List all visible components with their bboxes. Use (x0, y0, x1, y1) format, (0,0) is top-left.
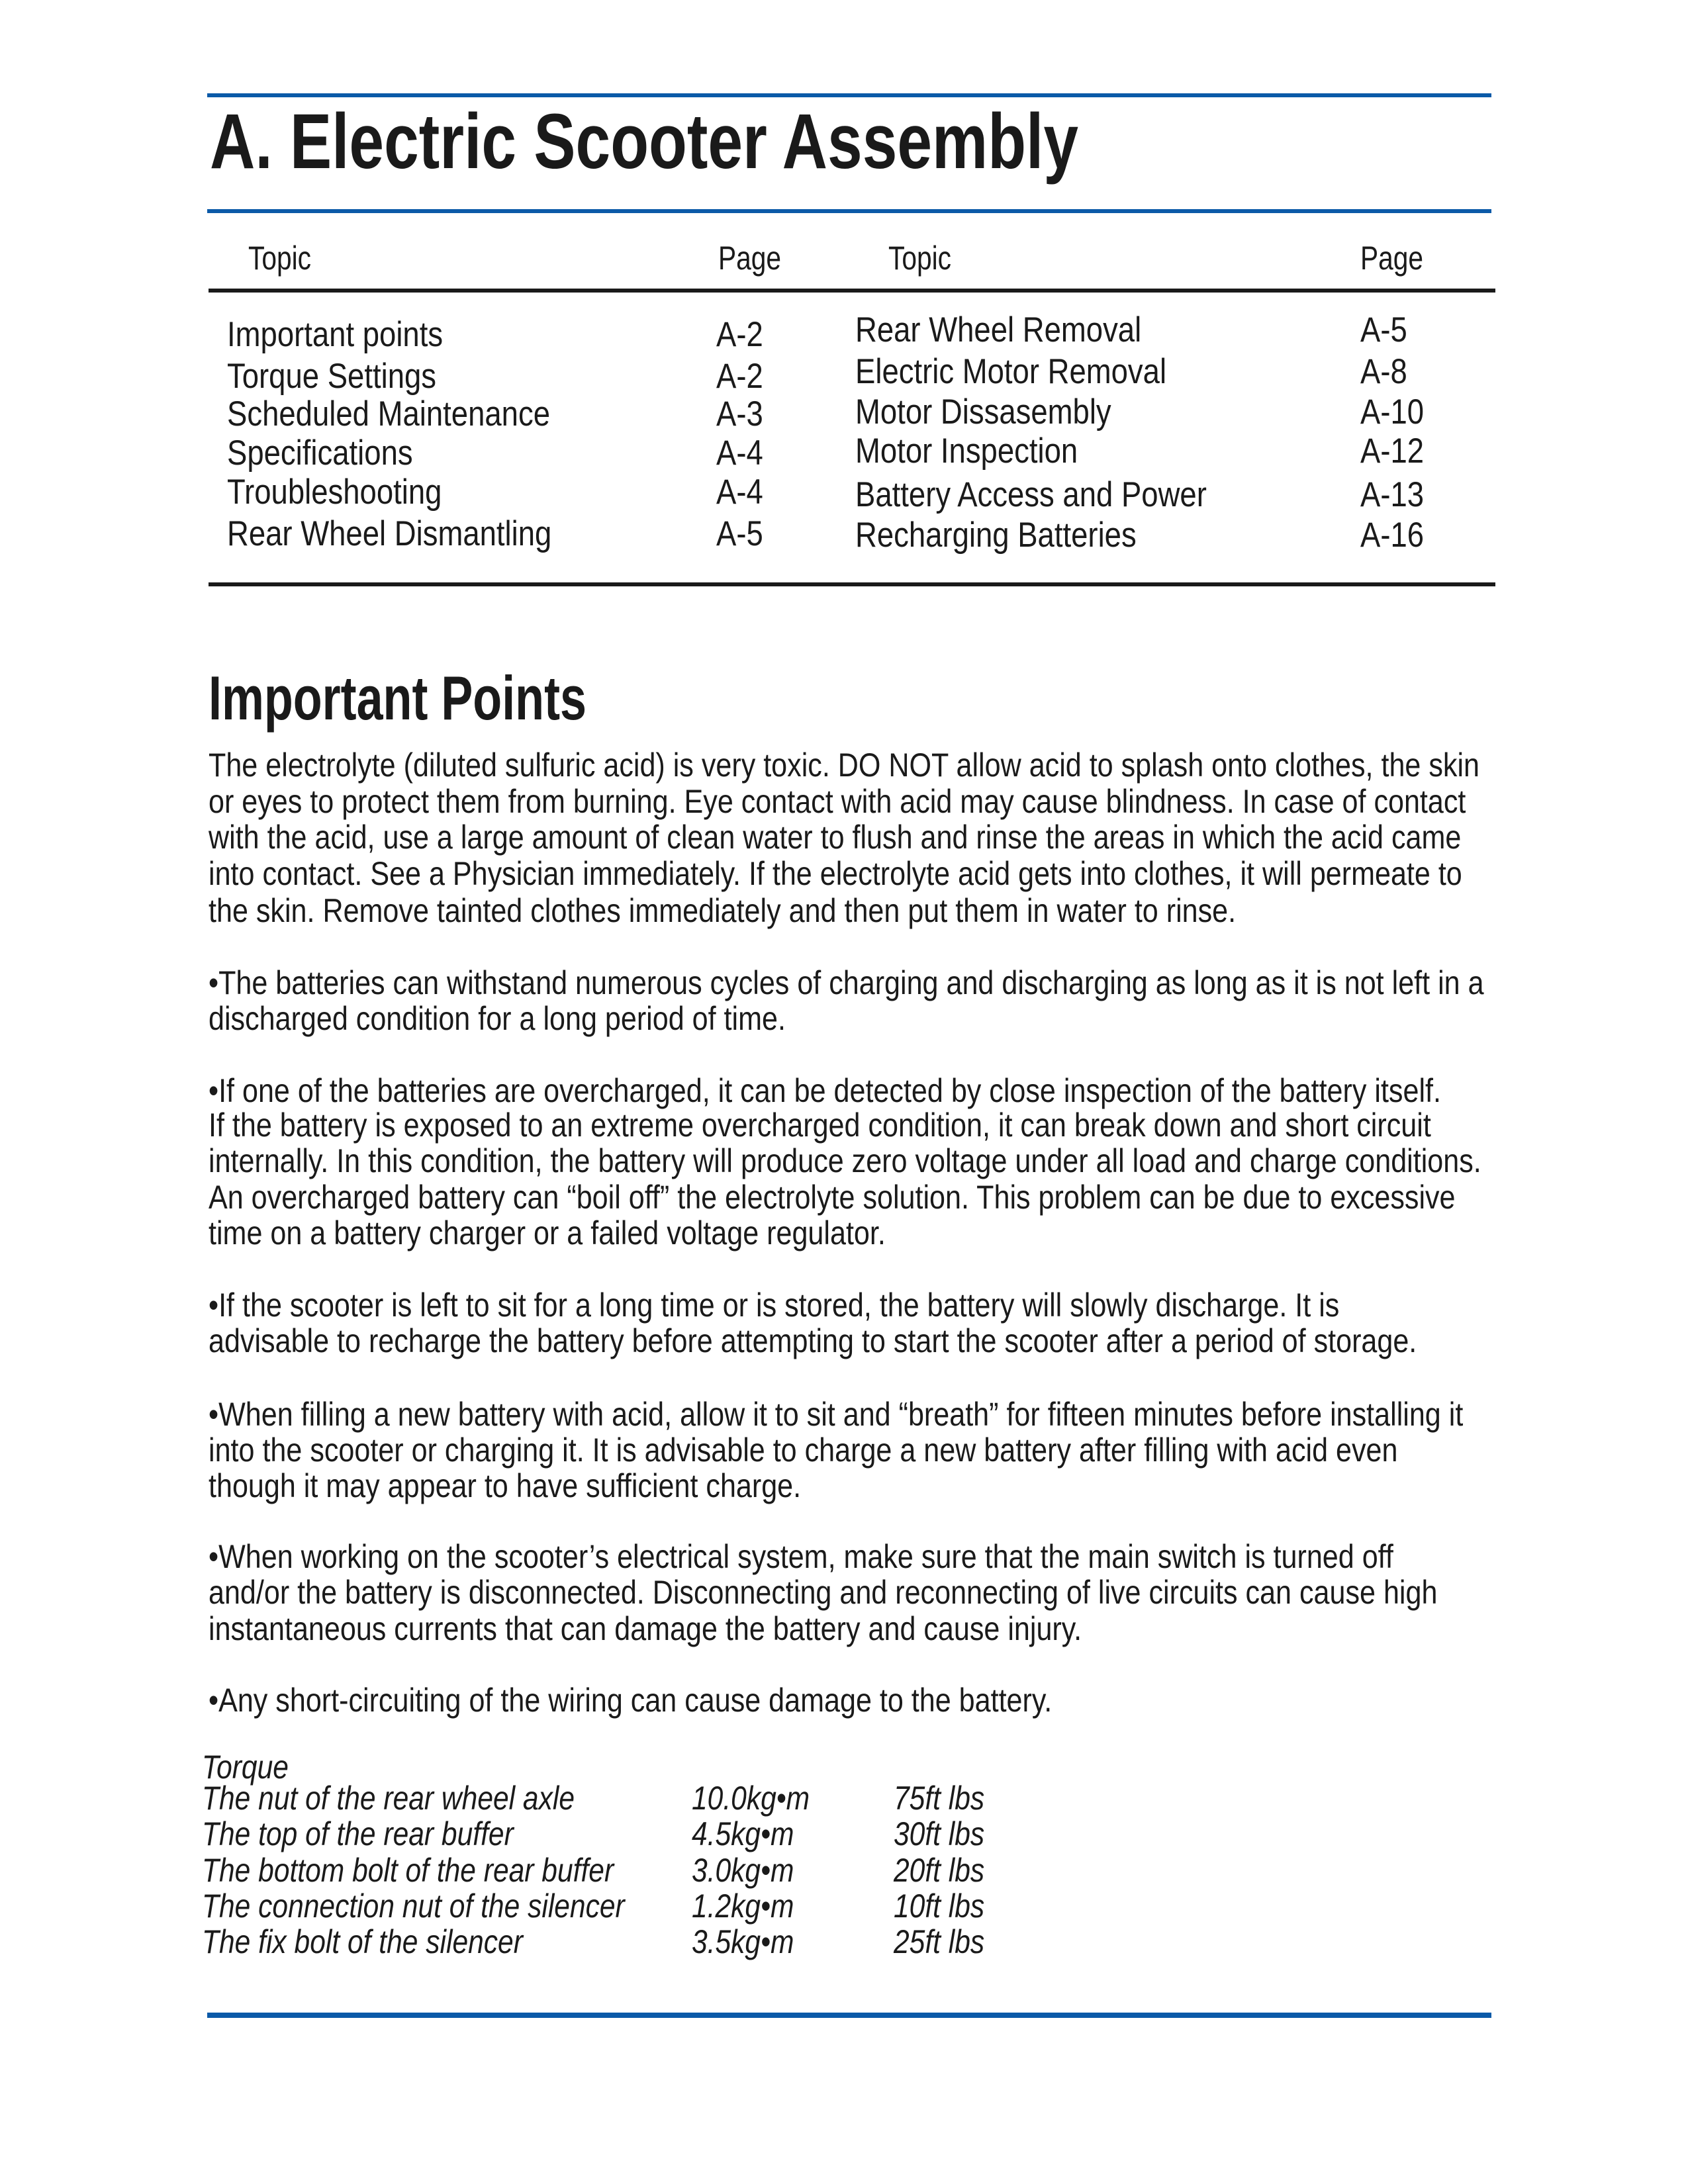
top-accent-rule (207, 93, 1491, 97)
torque-label: Torque (202, 1749, 289, 1786)
toc-header-topic-left: Topic (248, 240, 311, 277)
torque-metric: 4.5kg•m (692, 1815, 794, 1852)
paragraph-line: with the acid, use a large amount of clean water to flush and rinse the areas in which the acid came (209, 819, 1462, 856)
toc-topic: Troubleshooting (227, 473, 442, 512)
paragraph-line: The electrolyte (diluted sulfuric acid) is very toxic. DO NOT allow acid to splash onto clothes, the skin (209, 747, 1479, 784)
paragraph-line: •If the scooter is left to sit for a long time or is stored, the battery will slowly discharge. It is (209, 1287, 1340, 1324)
paragraph-line: into the scooter or charging it. It is advisable to charge a new battery after filling with acid even (209, 1432, 1398, 1469)
paragraph-line: time on a battery charger or a failed voltage regulator. (209, 1214, 886, 1251)
toc-topic: Rear Wheel Removal (855, 310, 1142, 349)
torque-metric: 3.5kg•m (692, 1923, 794, 1960)
paragraph-line: and/or the battery is disconnected. Disconnecting and reconnecting of live circuits can cause high (209, 1574, 1438, 1611)
paragraph-line: An overcharged battery can “boil off” the electrolyte solution. This problem can be due to excessive (209, 1179, 1456, 1216)
toc-header-topic-right: Topic (888, 240, 951, 277)
paragraph-line: •The batteries can withstand numerous cycles of charging and discharging as long as it is not left in a (209, 964, 1484, 1001)
torque-metric: 3.0kg•m (692, 1852, 794, 1889)
toc-header-page-right: Page (1360, 240, 1424, 277)
toc-topic: Important points (227, 315, 444, 354)
torque-imperial: 75ft lbs (894, 1780, 985, 1817)
torque-metric: 1.2kg•m (692, 1888, 794, 1925)
toc-page: A-8 (1360, 352, 1407, 391)
paragraph-line: discharged condition for a long period of time. (209, 1000, 786, 1037)
toc-topic: Torque Settings (227, 357, 437, 396)
toc-topic: Motor Inspection (855, 432, 1078, 471)
torque-part: The bottom bolt of the rear buffer (202, 1852, 614, 1889)
paragraph-line: or eyes to protect them from burning. Eye contact with acid may cause blindness. In case of contact (209, 783, 1466, 820)
toc-topic: Specifications (227, 433, 413, 473)
bottom-accent-rule (207, 2013, 1491, 2018)
toc-page: A-2 (716, 357, 763, 396)
torque-imperial: 10ft lbs (894, 1888, 985, 1925)
toc-page: A-5 (1360, 310, 1407, 349)
toc-page: A-4 (716, 473, 763, 512)
torque-part: The top of the rear buffer (202, 1815, 514, 1852)
paragraph-line: •If one of the batteries are overcharged, it can be detected by close inspection of the battery itself. (209, 1072, 1441, 1109)
torque-part: The fix bolt of the silencer (202, 1923, 523, 1960)
paragraph-line: the skin. Remove tainted clothes immediately and then put them in water to rinse. (209, 892, 1237, 929)
toc-header-page-left: Page (718, 240, 782, 277)
toc-page: A-2 (716, 315, 763, 354)
toc-page: A-3 (716, 394, 763, 433)
toc-page: A-12 (1360, 432, 1425, 471)
torque-part: The connection nut of the silencer (202, 1888, 625, 1925)
torque-part: The nut of the rear wheel axle (202, 1780, 575, 1817)
toc-topic: Motor Dissasembly (855, 392, 1111, 432)
torque-imperial: 25ft lbs (894, 1923, 985, 1960)
paragraph-line: •When filling a new battery with acid, allow it to sit and “breath” for fifteen minutes before installing it (209, 1396, 1464, 1433)
toc-topic: Rear Wheel Dismantling (227, 514, 552, 553)
paragraph-line: •Any short-circuiting of the wiring can cause damage to the battery. (209, 1682, 1053, 1719)
paragraph-line: though it may appear to have sufficient charge. (209, 1467, 802, 1504)
paragraph-line: If the battery is exposed to an extreme overcharged condition, it can break down and short circuit (209, 1107, 1431, 1144)
paragraph-line: into contact. See a Physician immediately. If the electrolyte acid gets into clothes, it will permeate to (209, 855, 1462, 892)
paragraph-line: instantaneous currents that can damage the battery and cause injury. (209, 1610, 1082, 1647)
toc-page: A-13 (1360, 475, 1425, 514)
toc-page: A-10 (1360, 392, 1425, 432)
toc-topic: Recharging Batteries (855, 516, 1137, 555)
page-title: A. Electric Scooter Assembly (210, 98, 1078, 185)
toc-page: A-5 (716, 514, 763, 553)
toc-page: A-16 (1360, 516, 1425, 555)
torque-imperial: 20ft lbs (894, 1852, 985, 1889)
toc-topic: Battery Access and Power (855, 475, 1207, 514)
section-heading: Important Points (209, 663, 586, 733)
torque-metric: 10.0kg•m (692, 1780, 810, 1817)
title-accent-rule (207, 209, 1491, 213)
torque-imperial: 30ft lbs (894, 1815, 985, 1852)
paragraph-line: •When working on the scooter’s electrical system, make sure that the main switch is turned off (209, 1538, 1393, 1575)
toc-topic: Electric Motor Removal (855, 352, 1167, 391)
paragraph-line: advisable to recharge the battery before attempting to start the scooter after a period of storage. (209, 1322, 1417, 1359)
toc-header-rule (209, 289, 1495, 293)
toc-topic: Scheduled Maintenance (227, 394, 550, 433)
paragraph-line: internally. In this condition, the battery will produce zero voltage under all load and charge conditions. (209, 1142, 1481, 1179)
toc-bottom-rule (209, 582, 1495, 586)
toc-page: A-4 (716, 433, 763, 473)
